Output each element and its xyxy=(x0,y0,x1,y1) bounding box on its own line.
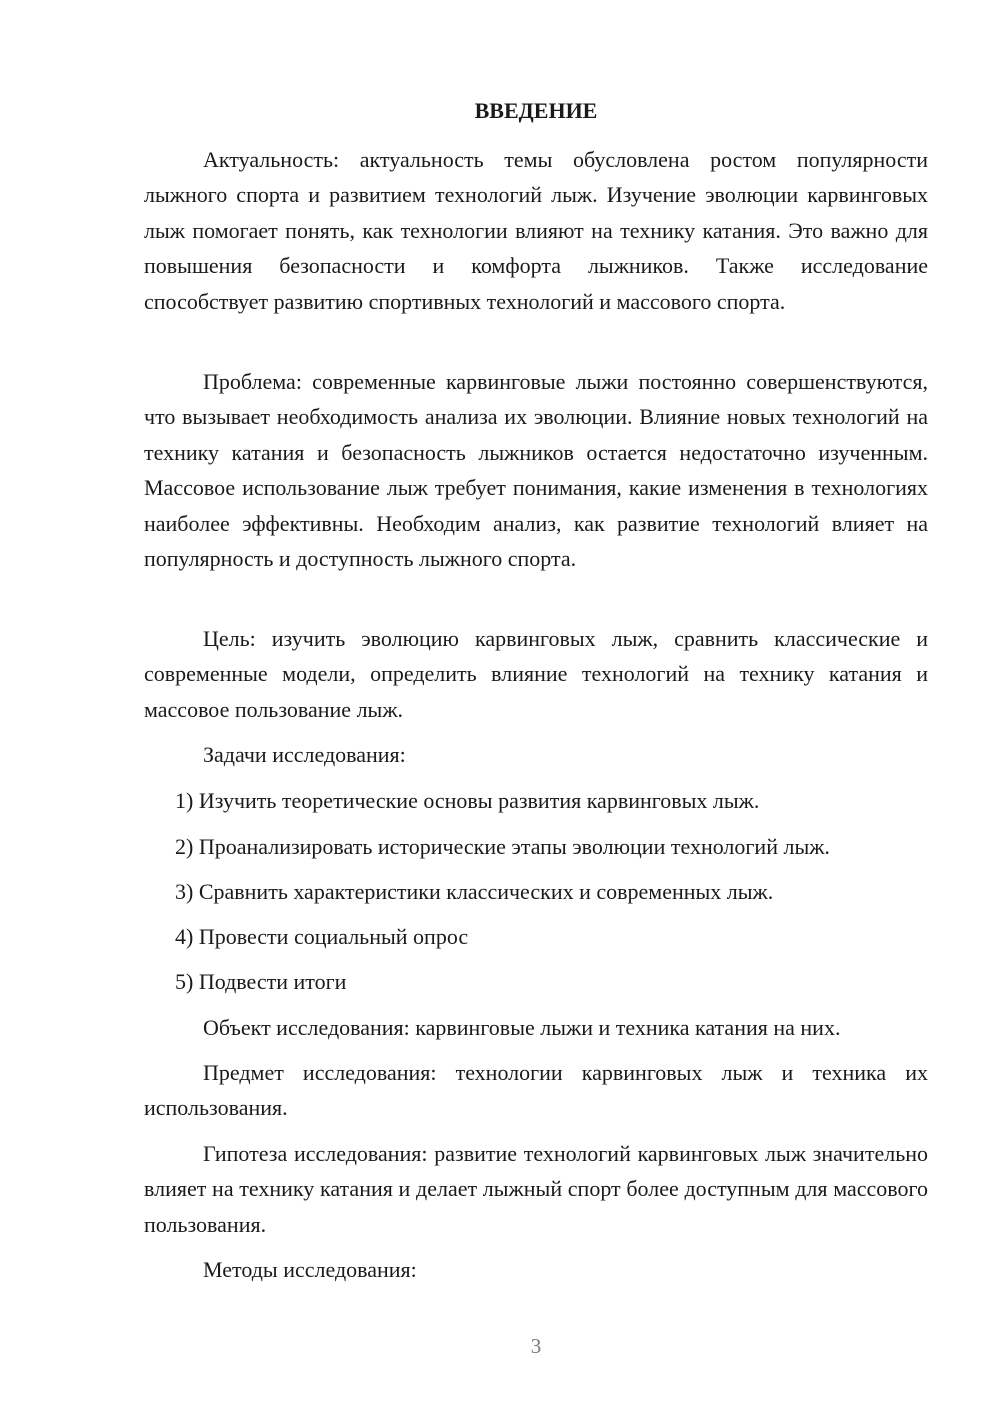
paragraph-problem: Проблема: современные карвинговые лыжи постоянно совершенствуются, что вызывает необходимость анализа их эволюции. Влияние новых технологий на технику катания и безопасность лыжников остается недостаточно изученным. Массовое использование лыж требует понимания, какие изменения в технологиях наиболее эффективны. Необходим анализ, как развитие технологий влияет на популярность и доступность лыжного спорта. xyxy=(144,369,928,572)
paragraph-relevance: Актуальность: актуальность темы обусловлена ростом популярности лыжного спорта и развитием технологий лыж. Изучение эволюции карвинговых лыж помогает понять, как технологии влияют на технику катания. Это важно для повышения безопасности и комфорта лыжников. Также исследование способствует развитию спортивных технологий и массового спорта. xyxy=(144,147,928,314)
task-item: 5) Подвести итоги xyxy=(175,969,347,994)
paragraph-goal: Цель: изучить эволюцию карвинговых лыж, сравнить классические и современные модели, определить влияние технологий на технику катания и массовое пользование лыж. xyxy=(144,626,928,722)
paragraph-subject: Предмет исследования: технологии карвинговых лыж и техника их использования. xyxy=(144,1060,928,1121)
paragraph-hypothesis: Гипотеза исследования: развитие технологий карвинговых лыж значительно влияет на технику катания и делает лыжный спорт более доступным для массового пользования. xyxy=(144,1141,928,1237)
page-number: 3 xyxy=(530,1334,542,1358)
task-item: 1) Изучить теоретические основы развития карвинговых лыж. xyxy=(175,788,760,813)
tasks-title: Задачи исследования: xyxy=(203,742,406,767)
methods-title: Методы исследования: xyxy=(203,1257,417,1282)
task-item: 2) Проанализировать исторические этапы эволюции технологий лыж. xyxy=(175,834,830,859)
task-item: 3) Сравнить характеристики классических и современных лыж. xyxy=(175,879,774,904)
paragraph-object: Объект исследования: карвинговые лыжи и техника катания на них. xyxy=(203,1015,841,1040)
task-item: 4) Провести социальный опрос xyxy=(175,924,469,949)
section-heading: ВВЕДЕНИЕ xyxy=(474,98,598,123)
